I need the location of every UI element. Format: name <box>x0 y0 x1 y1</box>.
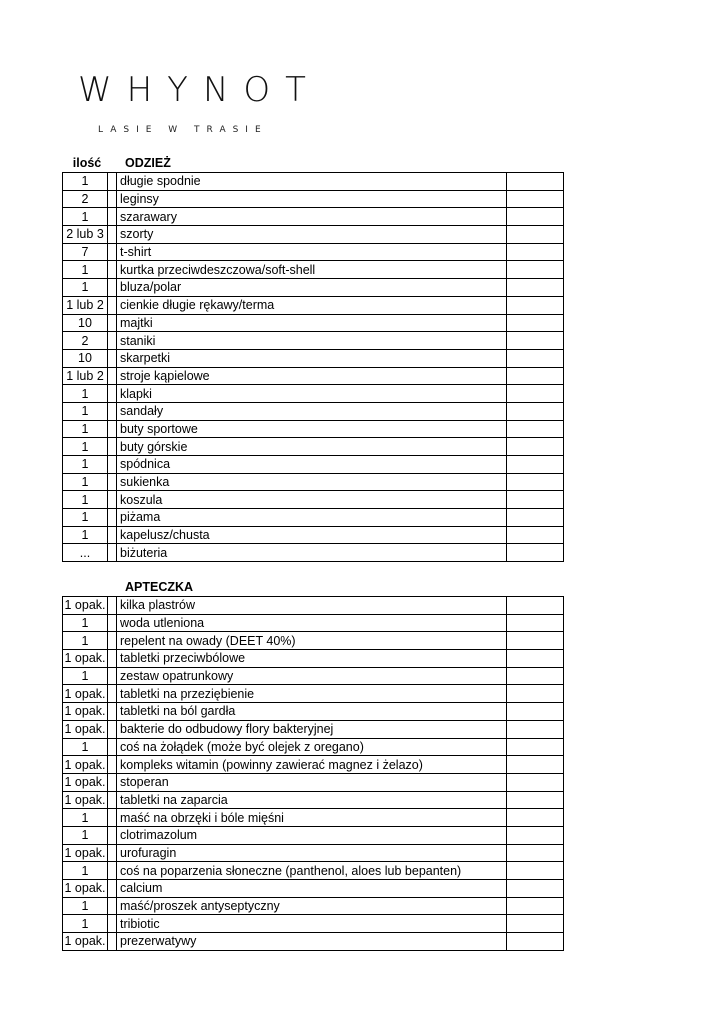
item-quantity: 1 <box>63 261 108 279</box>
check-cell[interactable] <box>507 844 564 862</box>
clothing-table-body <box>63 173 564 562</box>
quantity-column-header: ilość <box>72 156 102 170</box>
item-name: woda utleniona <box>117 614 507 632</box>
item-name: sukienka <box>117 473 507 491</box>
check-cell[interactable] <box>507 190 564 208</box>
item-name: prezerwatywy <box>117 933 507 951</box>
check-cell[interactable] <box>507 226 564 244</box>
item-quantity: 1 opak. <box>64 722 106 737</box>
separator-cell <box>108 632 117 650</box>
check-cell[interactable] <box>507 473 564 491</box>
first-aid-table <box>62 596 564 951</box>
item-quantity: 1 <box>63 809 108 827</box>
item-name: bakterie do odbudowy flory bakteryjnej <box>117 720 507 738</box>
item-name: urofuragin <box>117 844 507 862</box>
check-cell[interactable] <box>507 880 564 898</box>
item-quantity: 1 <box>63 509 108 527</box>
table-row <box>63 473 564 491</box>
item-quantity: 1 opak. <box>64 598 106 613</box>
item-name: piżama <box>117 509 507 527</box>
item-quantity: 1 <box>63 279 108 297</box>
separator-cell <box>108 296 117 314</box>
table-row <box>63 438 564 456</box>
separator-cell <box>108 509 117 527</box>
table-row <box>63 614 564 632</box>
separator-cell <box>108 314 117 332</box>
separator-cell <box>108 261 117 279</box>
item-name: kompleks witamin (powinny zawierać magnez i żelazo) <box>117 756 507 774</box>
table-row <box>63 897 564 915</box>
check-cell[interactable] <box>507 738 564 756</box>
item-quantity: 1 <box>63 632 108 650</box>
check-cell[interactable] <box>507 826 564 844</box>
item-name: kilka plastrów <box>117 597 507 615</box>
table-row <box>63 844 564 862</box>
separator-cell <box>108 844 117 862</box>
check-cell[interactable] <box>507 438 564 456</box>
item-quantity: 2 <box>63 190 108 208</box>
table-row <box>63 456 564 474</box>
item-name: leginsy <box>117 190 507 208</box>
item-quantity: 1 opak. <box>64 792 106 807</box>
separator-cell <box>108 650 117 668</box>
table-row <box>63 597 564 615</box>
item-name: staniki <box>117 332 507 350</box>
check-cell[interactable] <box>507 509 564 527</box>
check-cell[interactable] <box>507 632 564 650</box>
table-row <box>63 809 564 827</box>
item-name: majtki <box>117 314 507 332</box>
check-cell[interactable] <box>507 173 564 191</box>
item-name: stroje kąpielowe <box>117 367 507 385</box>
item-quantity: 1 <box>63 420 108 438</box>
item-quantity: 1 opak. <box>64 775 106 790</box>
item-quantity: 1 <box>63 667 108 685</box>
table-row <box>63 773 564 791</box>
check-cell[interactable] <box>507 208 564 226</box>
separator-cell <box>108 915 117 933</box>
table-row <box>63 173 564 191</box>
separator-cell <box>108 208 117 226</box>
item-quantity: 1 <box>63 402 108 420</box>
check-cell[interactable] <box>507 597 564 615</box>
separator-cell <box>108 685 117 703</box>
item-name: maść/proszek antyseptyczny <box>117 897 507 915</box>
separator-cell <box>108 720 117 738</box>
item-quantity: 1 <box>63 385 108 403</box>
item-name: skarpetki <box>117 349 507 367</box>
check-cell[interactable] <box>507 933 564 951</box>
check-cell[interactable] <box>507 791 564 809</box>
separator-cell <box>108 667 117 685</box>
table-row <box>63 880 564 898</box>
item-quantity: ... <box>63 544 108 562</box>
item-quantity: 1 <box>63 738 108 756</box>
item-quantity: 1 <box>63 491 108 509</box>
item-quantity: 1 <box>63 473 108 491</box>
item-quantity: 1 <box>63 173 108 191</box>
separator-cell <box>108 826 117 844</box>
item-name: szarawary <box>117 208 507 226</box>
check-cell[interactable] <box>507 897 564 915</box>
separator-cell <box>108 190 117 208</box>
item-quantity: 1 <box>63 456 108 474</box>
item-name: buty górskie <box>117 438 507 456</box>
separator-cell <box>108 243 117 261</box>
check-cell[interactable] <box>507 279 564 297</box>
item-name: spódnica <box>117 456 507 474</box>
item-name: cienkie długie rękawy/terma <box>117 296 507 314</box>
clothing-table <box>62 172 564 562</box>
item-name: coś na żołądek (może być olejek z oregano) <box>117 738 507 756</box>
item-name: tabletki na przeziębienie <box>117 685 507 703</box>
item-quantity: 2 lub 3 <box>63 226 108 244</box>
table-row <box>63 332 564 350</box>
table-row <box>63 261 564 279</box>
check-cell[interactable] <box>507 314 564 332</box>
brand-tagline: LASIE W TRASIE <box>98 125 268 135</box>
check-cell[interactable] <box>507 296 564 314</box>
separator-cell <box>108 367 117 385</box>
table-row <box>63 738 564 756</box>
check-cell[interactable] <box>507 526 564 544</box>
table-row <box>63 544 564 562</box>
check-cell[interactable] <box>507 667 564 685</box>
item-quantity: 1 opak. <box>64 881 106 896</box>
table-row <box>63 791 564 809</box>
check-cell[interactable] <box>507 862 564 880</box>
item-name: szorty <box>117 226 507 244</box>
item-name: zestaw opatrunkowy <box>117 667 507 685</box>
item-quantity: 1 opak. <box>64 757 106 772</box>
item-name: maść na obrzęki i bóle mięśni <box>117 809 507 827</box>
separator-cell <box>108 349 117 367</box>
separator-cell <box>108 173 117 191</box>
first-aid-section-title: APTECZKA <box>125 580 194 594</box>
item-quantity: 1 <box>63 862 108 880</box>
item-quantity: 10 <box>63 314 108 332</box>
check-cell[interactable] <box>507 385 564 403</box>
separator-cell <box>108 279 117 297</box>
item-quantity: 1 lub 2 <box>63 367 108 385</box>
item-name: bluza/polar <box>117 279 507 297</box>
table-row <box>63 703 564 721</box>
separator-cell <box>108 526 117 544</box>
table-row <box>63 367 564 385</box>
item-quantity: 1 <box>63 208 108 226</box>
item-quantity: 1 opak. <box>64 651 106 666</box>
item-quantity: 1 <box>63 915 108 933</box>
check-cell[interactable] <box>507 773 564 791</box>
table-row <box>63 526 564 544</box>
item-name: tribiotic <box>117 915 507 933</box>
check-cell[interactable] <box>507 420 564 438</box>
item-name: coś na poparzenia słoneczne (panthenol, aloes lub bepanten) <box>117 862 507 880</box>
separator-cell <box>108 385 117 403</box>
separator-cell <box>108 473 117 491</box>
brand-logo: WHYNOT <box>78 70 321 110</box>
table-row <box>63 385 564 403</box>
item-name: t-shirt <box>117 243 507 261</box>
table-row <box>63 226 564 244</box>
item-quantity: 1 <box>63 614 108 632</box>
table-row <box>63 509 564 527</box>
item-quantity: 1 opak. <box>64 704 106 719</box>
separator-cell <box>108 773 117 791</box>
item-quantity: 1 opak. <box>64 686 106 701</box>
table-row <box>63 243 564 261</box>
item-quantity: 1 lub 2 <box>63 296 108 314</box>
table-row <box>63 296 564 314</box>
check-cell[interactable] <box>507 544 564 562</box>
item-quantity: 1 <box>63 826 108 844</box>
separator-cell <box>108 544 117 562</box>
table-row <box>63 933 564 951</box>
table-row <box>63 756 564 774</box>
separator-cell <box>108 809 117 827</box>
item-name: tabletki na zaparcia <box>117 791 507 809</box>
check-cell[interactable] <box>507 720 564 738</box>
item-name: tabletki przeciwbólowe <box>117 650 507 668</box>
table-row <box>63 720 564 738</box>
separator-cell <box>108 420 117 438</box>
separator-cell <box>108 597 117 615</box>
table-row <box>63 862 564 880</box>
table-row <box>63 314 564 332</box>
check-cell[interactable] <box>507 261 564 279</box>
table-row <box>63 685 564 703</box>
item-quantity: 7 <box>63 243 108 261</box>
check-cell[interactable] <box>507 349 564 367</box>
separator-cell <box>108 738 117 756</box>
item-name: sandały <box>117 402 507 420</box>
check-cell[interactable] <box>507 915 564 933</box>
item-quantity: 2 <box>63 332 108 350</box>
separator-cell <box>108 897 117 915</box>
clothing-section-title: ODZIEŻ <box>125 156 171 170</box>
check-cell[interactable] <box>507 809 564 827</box>
table-row <box>63 650 564 668</box>
item-name: koszula <box>117 491 507 509</box>
separator-cell <box>108 703 117 721</box>
separator-cell <box>108 491 117 509</box>
item-name: buty sportowe <box>117 420 507 438</box>
item-name: stoperan <box>117 773 507 791</box>
check-cell[interactable] <box>507 650 564 668</box>
table-row <box>63 491 564 509</box>
item-name: clotrimazolum <box>117 826 507 844</box>
item-name: repelent na owady (DEET 40%) <box>117 632 507 650</box>
table-row <box>63 420 564 438</box>
item-quantity: 1 <box>63 526 108 544</box>
table-row <box>63 190 564 208</box>
table-row <box>63 667 564 685</box>
check-cell[interactable] <box>507 703 564 721</box>
item-name: długie spodnie <box>117 173 507 191</box>
separator-cell <box>108 402 117 420</box>
separator-cell <box>108 226 117 244</box>
check-cell[interactable] <box>507 685 564 703</box>
check-cell[interactable] <box>507 614 564 632</box>
item-name: klapki <box>117 385 507 403</box>
separator-cell <box>108 756 117 774</box>
separator-cell <box>108 614 117 632</box>
separator-cell <box>108 791 117 809</box>
separator-cell <box>108 880 117 898</box>
check-cell[interactable] <box>507 456 564 474</box>
separator-cell <box>108 332 117 350</box>
check-cell[interactable] <box>507 402 564 420</box>
item-name: calcium <box>117 880 507 898</box>
check-cell[interactable] <box>507 332 564 350</box>
table-row <box>63 915 564 933</box>
check-cell[interactable] <box>507 756 564 774</box>
separator-cell <box>108 438 117 456</box>
item-name: biżuteria <box>117 544 507 562</box>
table-row <box>63 208 564 226</box>
table-row <box>63 349 564 367</box>
table-row <box>63 279 564 297</box>
separator-cell <box>108 862 117 880</box>
item-quantity: 1 <box>63 897 108 915</box>
item-quantity: 1 opak. <box>64 845 106 860</box>
table-row <box>63 826 564 844</box>
check-cell[interactable] <box>507 367 564 385</box>
item-quantity: 1 <box>63 438 108 456</box>
check-cell[interactable] <box>507 243 564 261</box>
first-aid-table-body <box>63 597 564 951</box>
table-row <box>63 402 564 420</box>
item-quantity: 10 <box>63 349 108 367</box>
item-name: kapelusz/chusta <box>117 526 507 544</box>
item-quantity: 1 opak. <box>64 934 106 949</box>
item-name: kurtka przeciwdeszczowa/soft-shell <box>117 261 507 279</box>
item-name: tabletki na ból gardła <box>117 703 507 721</box>
separator-cell <box>108 933 117 951</box>
separator-cell <box>108 456 117 474</box>
check-cell[interactable] <box>507 491 564 509</box>
table-row <box>63 632 564 650</box>
